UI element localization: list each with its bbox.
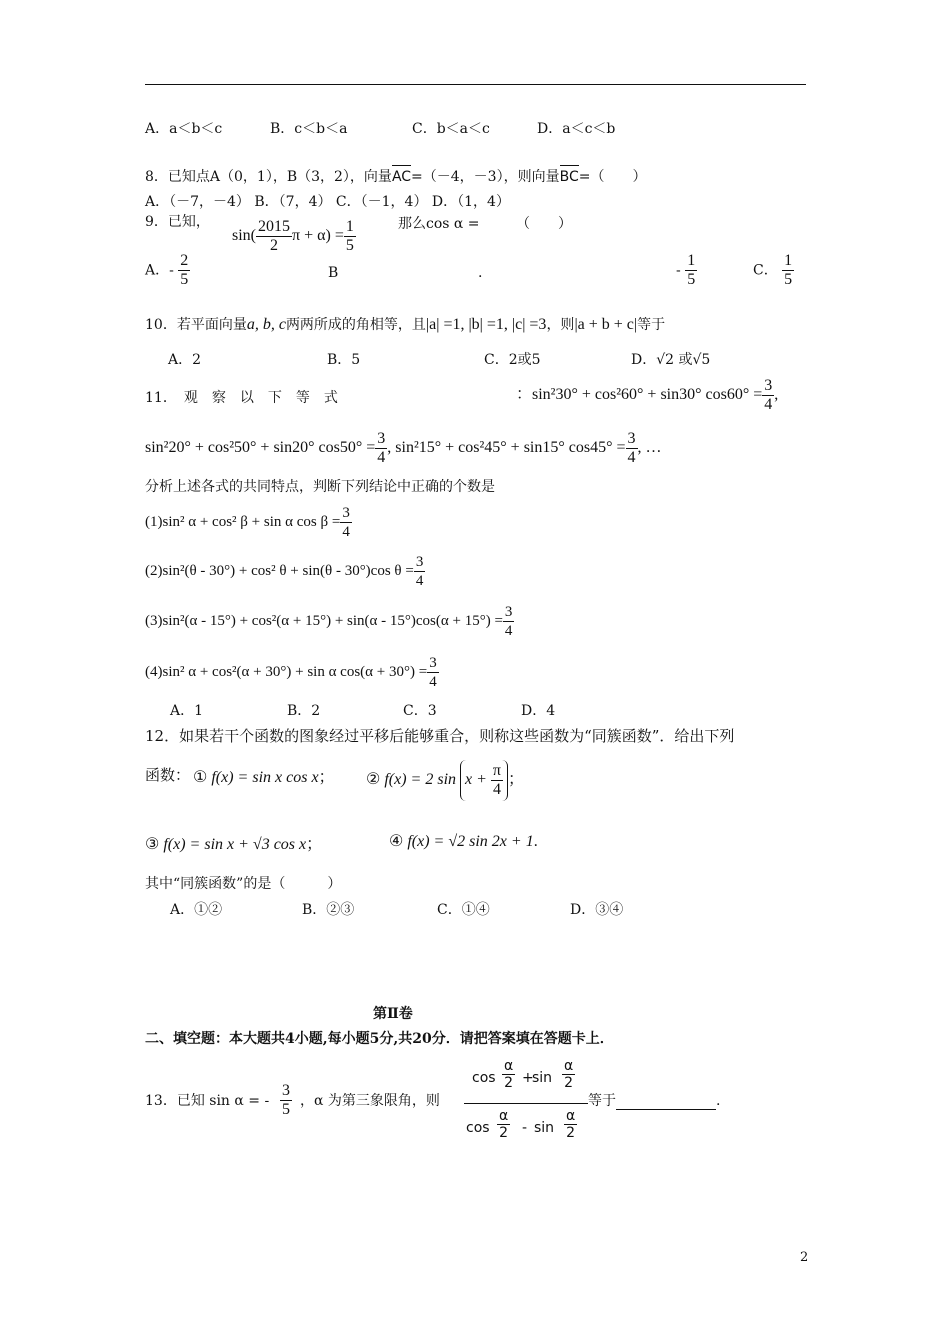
q11-c2-text: (2)sin²(θ - 30°) + cos² θ + sin(θ - 30°)cos θ = xyxy=(145,562,414,579)
q11-option-c: C．3 xyxy=(403,703,437,719)
q11-line2-end: , … xyxy=(637,439,662,457)
q13-compound-fraction xyxy=(464,1058,588,1148)
q11-label: 11． 观 察 以 下 等 式 xyxy=(145,390,338,406)
q9-opt-d-sign: - xyxy=(676,262,681,279)
q12-f4: f(x) = √2 sin 2x + 1 xyxy=(407,833,534,850)
q11-analysis: 分析上述各式的共同特点，判断下列结论中正确的个数是 xyxy=(145,479,495,495)
q13-end: . xyxy=(716,1093,721,1109)
q11-eq1: ：sin²30° + cos²60° + sin30° cos60° = $\frac{3}{4}$ , xyxy=(516,377,779,413)
q13-num-alpha-2: α xyxy=(564,1058,574,1074)
q12-function-4 xyxy=(389,831,538,851)
q12-f1-mark: ① xyxy=(193,769,208,786)
part2-heading: 二、填空题：本大题共4小题,每小题5分,共20分．请把答案填在答题卡上． xyxy=(145,1031,614,1047)
q12-option-c: C．①④ xyxy=(437,902,490,918)
q9-opt-c-label: C． xyxy=(753,262,778,279)
part2-title: 第Ⅱ卷 xyxy=(373,1006,413,1022)
q11-c4-num: 3 xyxy=(429,655,437,671)
q13-numerator xyxy=(470,1058,588,1102)
q7-option-d: D．a＜c＜b xyxy=(537,121,616,137)
q12-option-d: D．③④ xyxy=(570,902,624,918)
q9-opt-d-den: 5 xyxy=(687,271,696,288)
q11-c2-frac xyxy=(414,553,426,590)
q11-c3-num: 3 xyxy=(504,604,513,620)
q13-den-two-2: 2 xyxy=(566,1125,576,1141)
q13-equals-text: 等于 xyxy=(588,1093,616,1109)
q12-line2-label: 函数： xyxy=(145,766,191,784)
q9-opt-c-num: 1 xyxy=(784,252,793,269)
q9-formula xyxy=(232,218,356,255)
q9-frac-den: 2 xyxy=(270,237,278,254)
q13-frac xyxy=(280,1082,292,1119)
q11-c3-text: (3)sin²(α - 15°) + cos²(α + 15°) + sin(α - 15°)cos(α + 15°) = xyxy=(145,612,503,629)
q10-stem-b: 两两所成的角相等，且 xyxy=(285,317,426,333)
q11-option-d: D．4 xyxy=(521,703,556,719)
q13-den-two-1: 2 xyxy=(499,1125,509,1141)
q9-option-b: B xyxy=(328,265,339,281)
q11-option-a: A．1 xyxy=(170,703,204,719)
q13-num-half-2 xyxy=(562,1058,575,1091)
q9-opt-a-den: 5 xyxy=(180,271,189,288)
q12-function-1 xyxy=(193,764,335,787)
q10-option-d: D．√2 或√5 xyxy=(631,352,711,368)
q10-stem-d: 等于 xyxy=(637,317,666,333)
q13-num-plus: + xyxy=(522,1070,534,1086)
q11-frac2-den: 4 xyxy=(627,449,636,466)
q11-conclusion-3 xyxy=(145,603,514,640)
q8-stem-c: =（ ） xyxy=(578,169,647,185)
q13-frac-35 xyxy=(280,1082,292,1119)
q11-c4-text: (4)sin² α + cos²(α + 30°) + sin α cos(α + 30°) = xyxy=(145,663,428,680)
q11-conclusion-2 xyxy=(145,553,425,590)
q12-stem: 12．如果若干个函数的图象经过平移后能够重合，则称这些函数为“同簇函数”．给出下列 xyxy=(145,727,735,745)
q10-option-b: B．5 xyxy=(327,352,361,368)
q11-frac1-den: 4 xyxy=(377,449,386,466)
q7-option-b: B．c＜b＜a xyxy=(270,121,348,137)
q11-c1-den: 4 xyxy=(342,524,350,540)
q13-answer-blank[interactable] xyxy=(616,1095,716,1110)
q13-den-sin: sin xyxy=(534,1120,555,1136)
q9-option-c xyxy=(753,252,794,289)
vector-bc: BC xyxy=(559,169,579,185)
q9-option-dot: . xyxy=(478,265,483,281)
q9-paren: （ ） xyxy=(516,216,572,232)
q11-c3-frac xyxy=(503,603,515,640)
q10-vectors: a, b, c xyxy=(246,316,286,333)
q9-sin: sin( xyxy=(232,227,256,245)
q7-option-a: A．a＜b＜c xyxy=(145,121,223,137)
q13-frac-num: 3 xyxy=(282,1082,290,1099)
q13-den-cos: cos xyxy=(466,1120,490,1136)
q7-option-c: C．b＜a＜c xyxy=(412,121,490,137)
q11-c1-frac xyxy=(340,504,352,541)
q10-stem-c: ，则 xyxy=(546,317,575,333)
q9-rhs-num: 1 xyxy=(345,218,354,235)
q13-den-half-1 xyxy=(497,1108,510,1141)
q11-conclusion-1 xyxy=(145,504,352,541)
q11-line2 xyxy=(145,430,662,467)
q12-function-2 xyxy=(366,760,524,801)
q10-condition: |a| =1, |b| =1, |c| =3 xyxy=(425,316,547,333)
q9-fraction xyxy=(256,218,292,255)
q13-den-half-2 xyxy=(564,1108,577,1141)
q12-f3-mark: ③ xyxy=(145,836,160,853)
q9-rhs-den: 5 xyxy=(345,237,354,254)
q13-num-cos: cos xyxy=(472,1070,496,1086)
q9-option-neg xyxy=(676,252,697,289)
q8-options: A．（－7，－4） B．（7，4） C．（－1，4） D．（1，4） xyxy=(145,194,510,210)
q12-option-b: B．②③ xyxy=(302,902,355,918)
q10-option-a: A．2 xyxy=(168,352,202,368)
q11-conclusion-4 xyxy=(145,654,439,691)
q10-stem xyxy=(145,316,665,334)
q12-f4-end: . xyxy=(533,833,538,850)
q11-line2-frac1 xyxy=(375,430,387,467)
q8-stem xyxy=(145,168,646,186)
q11-c1-num: 3 xyxy=(342,505,350,521)
q11-c1-text: (1)sin² α + cos² β + sin α cos β = xyxy=(145,513,341,530)
q9-label: 9．已知， xyxy=(145,214,210,230)
page-number: 2 xyxy=(800,1250,809,1265)
q12-f1-sep: ； xyxy=(318,769,335,786)
q13-denominator xyxy=(464,1104,588,1148)
q12-f4-mark: ④ xyxy=(389,833,404,850)
q11-c4-frac xyxy=(427,654,439,691)
q11-option-b: B．2 xyxy=(287,703,321,719)
q11-c3-den: 4 xyxy=(504,623,513,639)
q11-c2-num: 3 xyxy=(415,554,424,570)
q11-eq1-num: 3 xyxy=(764,377,773,394)
vector-ac: AC xyxy=(391,169,412,185)
q13-num-sin: sin xyxy=(532,1070,553,1086)
q12-f2-num: π xyxy=(492,762,501,779)
q12-f2-pre: f(x) = 2 sin xyxy=(384,771,457,789)
q13-stem-c xyxy=(588,1092,720,1110)
q13-num-two-1: 2 xyxy=(504,1075,514,1091)
q11-c4-den: 4 xyxy=(429,674,437,690)
q12-f2-den: 4 xyxy=(492,781,501,798)
q11-eq1-den: 4 xyxy=(764,396,773,413)
q9-opt-a-label: A．- xyxy=(145,262,174,279)
q11-eq1-text: ：sin²30° + cos²60° + sin30° cos60° = xyxy=(516,386,763,404)
q12-function-3 xyxy=(145,831,322,854)
q12-f2-frac xyxy=(491,762,503,799)
q13-num-half-1 xyxy=(502,1058,515,1091)
q11-frac2-num: 3 xyxy=(627,430,636,447)
q9-ask: 那么cos α = xyxy=(398,216,480,232)
q13-stem-a: 13．已知 sin α = - xyxy=(145,1093,270,1109)
q13-frac-den: 5 xyxy=(282,1101,290,1118)
q11-line2-b: , sin²15° + cos²45° + sin15° cos45° = xyxy=(387,439,626,457)
q11-c2-den: 4 xyxy=(415,573,424,589)
q11-line2-a: sin²20° + cos²50° + sin20° cos50° = xyxy=(145,439,376,457)
q9-frac-num: 2015 xyxy=(258,218,290,235)
q9-rhs xyxy=(344,218,356,255)
q10-stem-a: 10．若平面向量 xyxy=(145,317,247,333)
q13-den-minus: - xyxy=(522,1120,528,1136)
q12-f2-x: x + xyxy=(465,771,487,789)
q8-stem-b: =（－4，－3），则向量 xyxy=(411,169,560,185)
q10-expression: |a + b + c| xyxy=(574,316,638,333)
q9-opt-d-num: 1 xyxy=(687,252,696,269)
q9-opt-c-den: 5 xyxy=(784,271,793,288)
q9-opt-c-frac xyxy=(782,252,794,289)
q12-f1: f(x) = sin x cos x xyxy=(211,769,319,786)
q12-f2-sep: ； xyxy=(508,771,525,789)
q12-f3: f(x) = sin x + √3 cos x xyxy=(163,836,307,853)
q13-num-two-2: 2 xyxy=(564,1075,574,1091)
q12-ask: 其中“同簇函数”的是（ ） xyxy=(145,876,342,892)
q12-f2-mark: ② xyxy=(366,771,381,789)
q13-den-alpha-1: α xyxy=(499,1108,509,1124)
q12-f3-sep: ； xyxy=(306,836,323,853)
q13-den-alpha-2: α xyxy=(566,1108,576,1124)
q9-opt-d-frac xyxy=(685,252,697,289)
header-rule xyxy=(145,84,806,85)
q11-frac1-num: 3 xyxy=(377,430,386,447)
q10-option-c: C．2或5 xyxy=(484,352,541,368)
q9-opt-a-frac xyxy=(178,252,190,289)
q11-eq1-frac xyxy=(762,377,774,414)
q9-formula-post: π + α) = xyxy=(292,227,344,245)
q8-stem-a: 8．已知点A（0，1），B（3，2），向量 xyxy=(145,169,392,185)
q12-f2-paren xyxy=(460,760,508,801)
q13-stem-b: ，α 为第三象限角，则 xyxy=(300,1093,440,1109)
q13-num-alpha-1: α xyxy=(504,1058,514,1074)
q9-option-a xyxy=(145,252,190,289)
q9-opt-a-num: 2 xyxy=(180,252,189,269)
q12-option-a: A．①② xyxy=(170,902,223,918)
q11-line2-frac2 xyxy=(626,430,638,467)
